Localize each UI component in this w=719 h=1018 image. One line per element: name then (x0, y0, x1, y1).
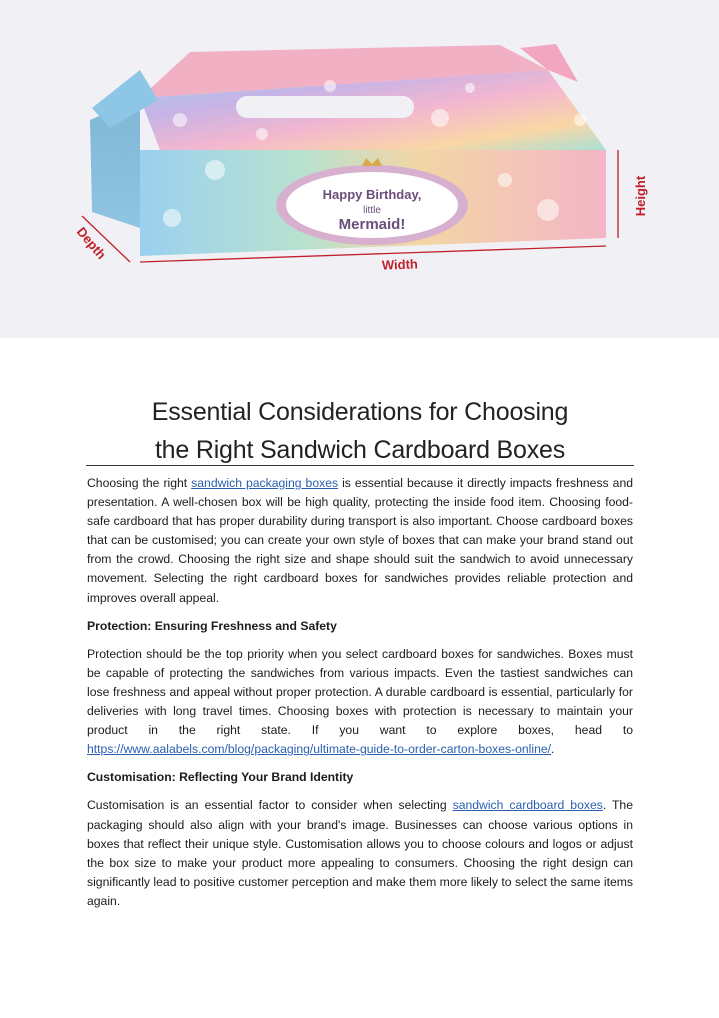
customisation-paragraph: Customisation is an essential factor to consider when selecting sandwich cardboard boxes. The packaging should also align with your brand's image. Businesses can choose various options in boxes that reflect their unique style. Customisation allows you to choose colours and logos or adjust the box size to make your product more appealing to consumers. Choosing the right design can significantly lead to positive customer perception and make them more likely to select the same items again. (87, 798, 633, 908)
protection-heading: Protection: Ensuring Freshness and Safety (87, 618, 337, 633)
svg-text:Mermaid!: Mermaid! (338, 216, 406, 233)
article-title (60, 393, 660, 469)
cake-box-illustration (0, 0, 719, 338)
title-divider (86, 465, 634, 466)
title-line-2: the Right Sandwich Cardboard Boxes (154, 435, 566, 464)
depth-label: Depth (73, 224, 110, 263)
svg-text:little: little (363, 205, 381, 216)
sandwich-packaging-boxes-link[interactable]: sandwich packaging boxes (191, 476, 339, 490)
hero-image (0, 0, 719, 338)
carton-boxes-guide-link[interactable]: https://www.aalabels.com/blog/packaging/ultimate-guide-to-order-carton-boxes-online/ (87, 742, 552, 757)
intro-paragraph: Choosing the right sandwich packaging boxes is essential because it directly impacts freshness and presentation. A well-chosen box will be high quality, protecting the inside food item. Choosing food-safe cardboard that has proper durability during transport is also important. Choose cardboard boxes that can be customised; you can create your own style of boxes that can make your brand stand out from the crowd. Choosing the right size and shape should suit the sandwich to avoid unnecessary movement. Selecting the right cardboard boxes for sandwiches provides reliable protection and improves overall appeal. (87, 476, 633, 605)
title-line-1: Essential Considerations for Choosing (151, 397, 569, 426)
protection-paragraph: Protection should be the top priority when you select cardboard boxes for sandwiches. Boxes must be capable of protecting the sandwiches from various impacts. Even the tastiest sandwiches can lose freshness and appeal without proper protection. A durable cardboard is essential, particularly for deliveries with long travel times. Choosing boxes with protection is necessary to maintain your product in the right state. If you want to explore boxes, head to https://www.aalabels.com/blog/packaging/ultimate-guide-to-order-carton-boxes-online/. (87, 646, 633, 757)
customisation-heading: Customisation: Reflecting Your Brand Identity (87, 770, 354, 785)
svg-text:Happy Birthday,: Happy Birthday, (322, 187, 422, 202)
article-body (87, 474, 633, 920)
height-label: Height (633, 175, 648, 217)
box-handle-hole (236, 96, 414, 118)
sandwich-cardboard-boxes-link[interactable]: sandwich cardboard boxes (452, 798, 603, 813)
width-label: Width (381, 256, 419, 273)
